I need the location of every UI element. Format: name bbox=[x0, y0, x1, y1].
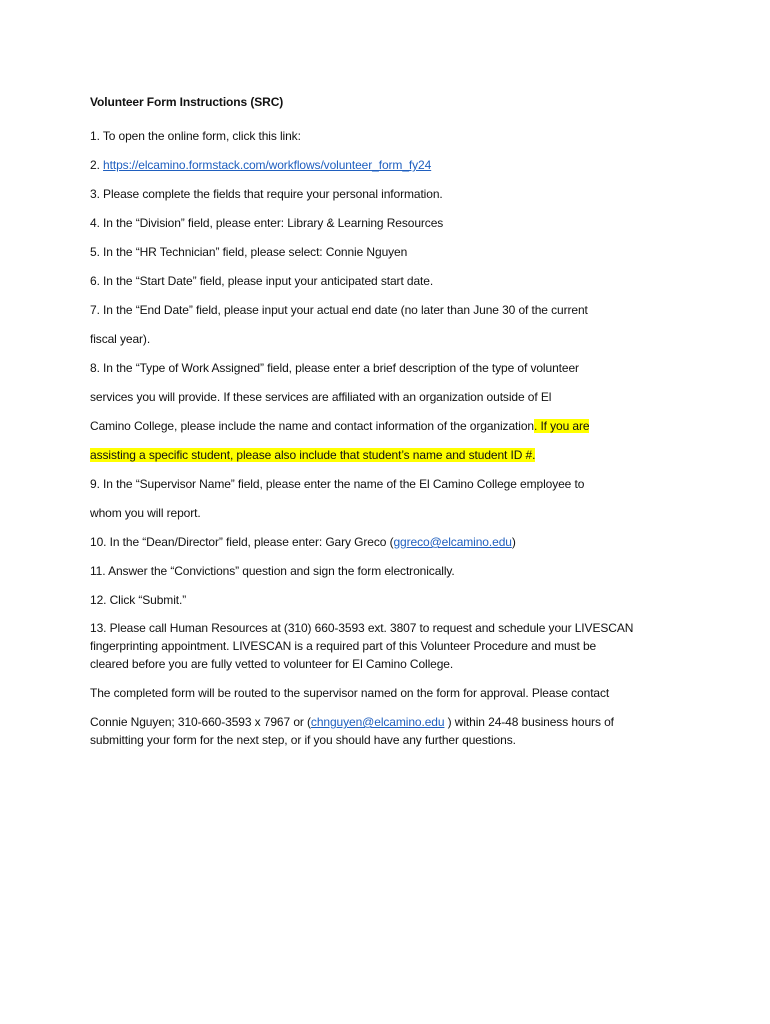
closing-contact-text: Connie Nguyen; 310-660-3593 x 7967 or ( bbox=[90, 715, 311, 729]
step-13-line-2: fingerprinting appointment. LIVESCAN is a required part of this Volunteer Procedure and must be bbox=[90, 639, 597, 653]
step-8-highlight-start: . If you are bbox=[533, 419, 590, 433]
step-8-highlight-end: assisting a specific student, please also include that student’s name and student ID #. bbox=[90, 448, 536, 462]
document-body bbox=[90, 93, 670, 749]
closing-paragraph bbox=[90, 713, 670, 749]
step-8-line-4 bbox=[90, 441, 670, 470]
closing-line-3: submitting your form for the next step, or if you should have any further questions. bbox=[90, 733, 516, 747]
step-12: 12. Click “Submit.” bbox=[90, 593, 187, 607]
step-13 bbox=[90, 619, 670, 673]
page-title: Volunteer Form Instructions (SRC) bbox=[90, 95, 284, 109]
step-8-line-3 bbox=[90, 412, 670, 441]
step-8-line-2: services you will provide. If these services are affiliated with an organization outside of El bbox=[90, 390, 552, 404]
step-2 bbox=[90, 151, 670, 180]
step-6: 6. In the “Start Date” field, please input your anticipated start date. bbox=[90, 274, 434, 288]
step-13-line-3: cleared before you are fully vetted to volunteer for El Camino College. bbox=[90, 657, 454, 671]
step-7-line-1: 7. In the “End Date” field, please input your actual end date (no later than June 30 of the current bbox=[90, 303, 588, 317]
step-9-line-2: whom you will report. bbox=[90, 506, 201, 520]
step-9-line-1: 9. In the “Supervisor Name” field, please enter the name of the El Camino College employee to bbox=[90, 477, 585, 491]
step-2-prefix: 2. bbox=[90, 158, 104, 172]
step-4: 4. In the “Division” field, please enter: Library & Learning Resources bbox=[90, 216, 444, 230]
form-link[interactable]: https://elcamino.formstack.com/workflows/volunteer_form_fy24 bbox=[103, 158, 432, 172]
step-13-line-1: 13. Please call Human Resources at (310) 660-3593 ext. 3807 to request and schedule your LIVESCAN bbox=[90, 621, 634, 635]
step-7-line-2: fiscal year). bbox=[90, 332, 151, 346]
step-5: 5. In the “HR Technician” field, please select: Connie Nguyen bbox=[90, 245, 408, 259]
closing-line-2 bbox=[90, 713, 670, 731]
step-8-line-3-text: Camino College, please include the name and contact information of the organization bbox=[90, 419, 534, 433]
contact-email-link[interactable]: chnguyen@elcamino.edu bbox=[310, 715, 445, 729]
closing-line-1: The completed form will be routed to the supervisor named on the form for approval. Please contact bbox=[90, 686, 610, 700]
step-10 bbox=[90, 528, 670, 557]
step-8-line-1: 8. In the “Type of Work Assigned” field, please enter a brief description of the type of volunteer bbox=[90, 361, 579, 375]
step-3: 3. Please complete the fields that require your personal information. bbox=[90, 187, 443, 201]
step-1: 1. To open the online form, click this link: bbox=[90, 129, 301, 143]
step-11: 11. Answer the “Convictions” question and sign the form electronically. bbox=[90, 564, 455, 578]
dean-email-link[interactable]: ggreco@elcamino.edu bbox=[393, 535, 512, 549]
closing-contact-suffix: ) within 24-48 business hours of bbox=[444, 715, 614, 729]
step-10-suffix: ) bbox=[511, 535, 516, 549]
step-10-text: 10. In the “Dean/Director” field, please enter: Gary Greco ( bbox=[90, 535, 394, 549]
